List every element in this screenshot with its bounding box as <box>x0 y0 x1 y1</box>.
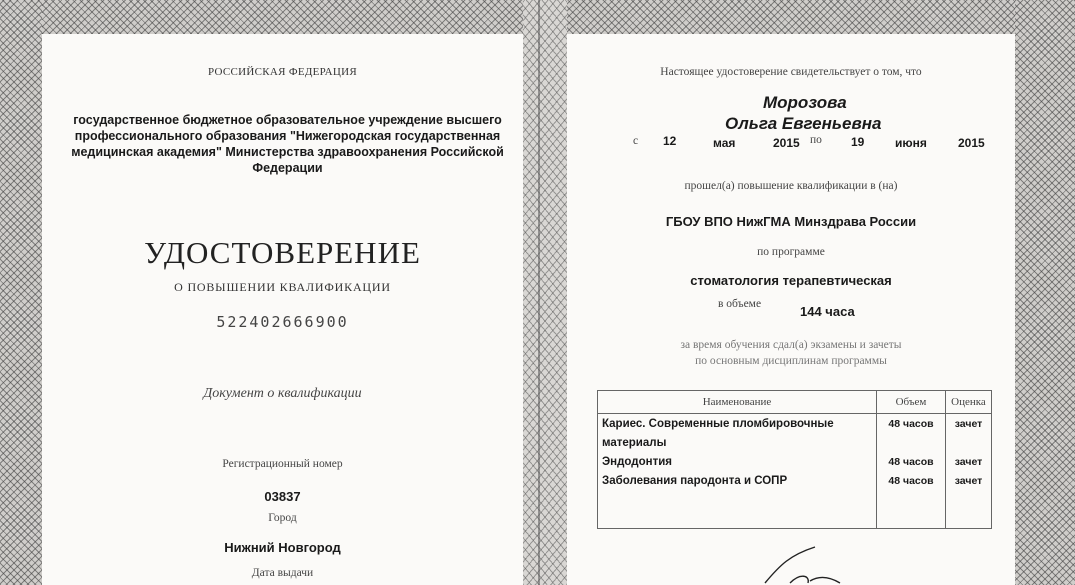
subject-grade <box>946 509 992 529</box>
holder-given-names: Ольга Евгеньевна <box>725 114 882 133</box>
table-row <box>598 490 992 509</box>
table-row <box>598 509 992 529</box>
document-type: Документ о квалификации <box>203 386 362 401</box>
document-title: УДОСТОВЕРЕНИЕ <box>144 235 421 270</box>
signature-mark <box>760 545 850 585</box>
institution-name: ГБОУ ВПО НижГМА Минздрава России <box>665 214 917 229</box>
subject-name: Эндодонтия <box>598 452 877 471</box>
holder-surname: Морозова <box>763 93 847 112</box>
document-subtitle: О ПОВЫШЕНИИ КВАЛИФИКАЦИИ <box>174 280 391 294</box>
program-name: стоматология терапевтическая <box>690 273 892 288</box>
table-row <box>598 452 992 471</box>
to-month: июня <box>895 136 927 150</box>
subject-hours <box>877 490 946 509</box>
column-header-name: Наименование <box>598 391 877 414</box>
passed-text: прошел(а) повышение квалификации в (на) <box>684 180 898 192</box>
subject-grade: зачет <box>946 414 992 434</box>
subject-name <box>598 509 877 529</box>
subject-hours <box>877 433 946 452</box>
subject-name: материалы <box>598 433 877 452</box>
table-row <box>598 471 992 490</box>
guilloche-border-left <box>0 0 42 585</box>
to-day: 19 <box>851 135 865 149</box>
guilloche-border-center <box>523 0 567 585</box>
to-prefix: по <box>810 134 822 146</box>
registration-label: Регистрационный номер <box>222 458 343 470</box>
subject-grade: зачет <box>946 471 992 490</box>
column-header-volume: Объем <box>877 391 946 414</box>
from-day: 12 <box>663 134 677 148</box>
subject-name: Кариес. Современные пломбировочные <box>598 414 877 434</box>
issue-date-label: Дата выдачи <box>251 567 314 579</box>
exams-line-2: по основным дисциплинам программы <box>695 355 887 367</box>
subject-name: Заболевания пародонта и СОПР <box>598 471 877 490</box>
from-prefix: с <box>633 135 639 147</box>
to-year: 2015 <box>958 136 985 150</box>
volume-value: 144 часа <box>800 304 855 319</box>
spine-fold <box>538 0 540 585</box>
city-label: Город <box>268 512 297 524</box>
subject-grade <box>946 490 992 509</box>
subject-hours: 48 часов <box>877 471 946 490</box>
column-header-grade: Оценка <box>946 391 992 414</box>
country-label: РОССИЙСКАЯ ФЕДЕРАЦИЯ <box>207 66 358 78</box>
registration-number: 03837 <box>264 489 301 504</box>
subjects-table <box>597 390 992 529</box>
subject-grade <box>946 433 992 452</box>
table-header-row <box>598 391 992 414</box>
subject-hours: 48 часов <box>877 452 946 471</box>
subject-hours: 48 часов <box>877 414 946 434</box>
intro-text: Настоящее удостоверение свидетельствует о том, что <box>660 66 922 78</box>
city-value: Нижний Новгород <box>224 540 341 555</box>
subject-hours <box>877 509 946 529</box>
subject-name <box>598 490 877 509</box>
table-row <box>598 414 992 434</box>
guilloche-border-right <box>1015 0 1075 585</box>
volume-label: в объеме <box>718 298 762 310</box>
from-year: 2015 <box>773 136 800 150</box>
program-label: по программе <box>757 246 825 258</box>
table-row <box>598 433 992 452</box>
organization-name: государственное бюджетное образовательное учреждение высшего профессионального образования "Нижегородская государственная медицинская академия" Министерства здравоохранения Российской Федерации <box>71 113 504 175</box>
from-month: мая <box>713 136 736 150</box>
serial-number: 522402666900 <box>216 313 349 331</box>
exams-line-1: за время обучения сдал(а) экзамены и зачеты <box>680 339 902 351</box>
subject-grade: зачет <box>946 452 992 471</box>
